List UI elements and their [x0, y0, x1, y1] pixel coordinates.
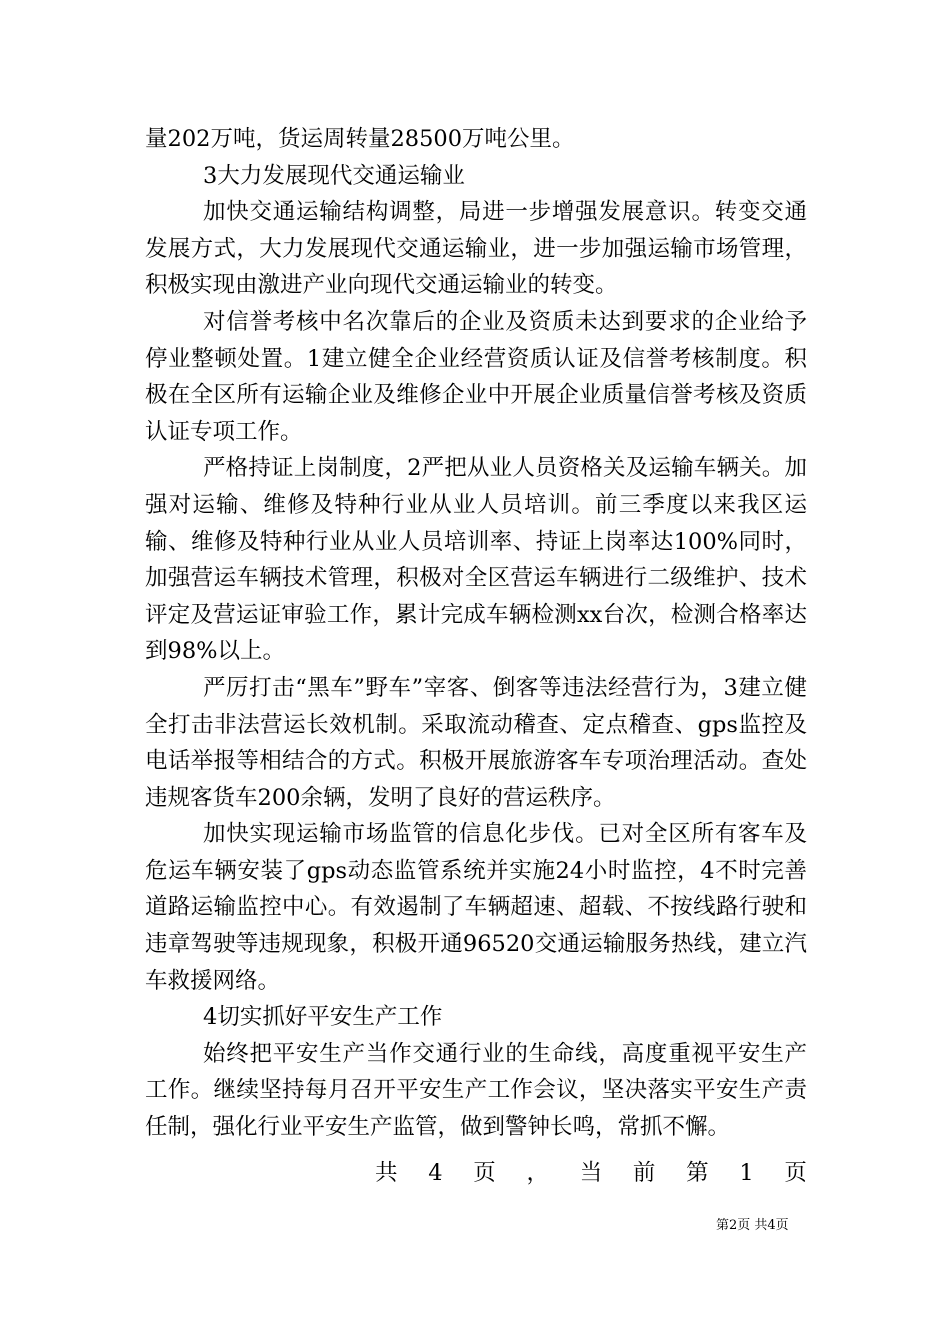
pager-token: 页: [473, 1160, 496, 1186]
paragraph-informatization: 加快实现运输市场监管的信息化步伐。已对全区所有客车及危运车辆安装了gps动态监管系统并实施24小时监控，4不时完善道路运输监控中心。有效遏制了车辆超速、超载、不按线路行驶和违章驾驶等违规现象，积极开通96520交通运输服务热线，建立汽车救援网络。: [145, 821, 807, 994]
page-footer: 第2页 共4页: [716, 1218, 789, 1233]
pager-token: 4: [428, 1160, 443, 1186]
paragraph-credit-assessment: 对信誉考核中名次靠后的企业及资质未达到要求的企业给予停业整顿处置。1建立健全企业经营资质认证及信誉考核制度。积极在全区所有运输企业及维修企业中开展企业质量信誉考核及资质认证专项工作。: [145, 308, 807, 445]
pager-token: 共: [375, 1160, 398, 1186]
pager-token: ，: [526, 1160, 549, 1186]
section-heading-4: 4切实抓好平安生产工作: [203, 1004, 443, 1031]
pager-token: 第: [686, 1160, 709, 1186]
pager-token: 前: [632, 1160, 656, 1186]
paragraph-certification: 严格持证上岗制度，2严把从业人员资格关及运输车辆关。加强对运输、维修及特种行业从业人员培训。前三季度以来我区运输、维修及特种行业从业人员培训率、持证上岗率达100%同时，加强营运车辆技术管理，积极对全区营运车辆进行二级维护、技术评定及营运证审验工作，累计完成车辆检测xx台次，检测合格率达到98%以上。: [145, 455, 807, 665]
pager-token: 1: [739, 1160, 754, 1186]
paragraph-safety-production: 始终把平安生产当作交通行业的生命线，高度重视平安生产工作。继续坚持每月召开平安生产工作会议，坚决落实平安生产责任制，强化行业平安生产监管，做到警钟长鸣，常抓不懈。: [145, 1040, 807, 1141]
paragraph-continuation: 量202万吨，货运周转量28500万吨公里。: [145, 126, 575, 152]
pager-token: 页: [784, 1160, 807, 1186]
pager-token: 当: [579, 1160, 603, 1186]
section-heading-3: 3大力发展现代交通运输业: [203, 162, 465, 189]
page-count-line: [375, 1155, 807, 1191]
paragraph-illegal-operation: 严厉打击“黑车”野车”宰客、倒客等违法经营行为，3建立健全打击非法营运长效机制。采取流动稽查、定点稽查、gps监控及电话举报等相结合的方式。积极开展旅游客车专项治理活动。查处违规客货车200余辆，发明了良好的营运秩序。: [145, 674, 807, 811]
paragraph-structure-adjustment: 加快交通运输结构调整，局进一步增强发展意识。转变交通发展方式，大力发展现代交通运输业，进一步加强运输市场管理，积极实现由激进产业向现代交通运输业的转变。: [145, 199, 807, 299]
document-body: [145, 121, 807, 1146]
